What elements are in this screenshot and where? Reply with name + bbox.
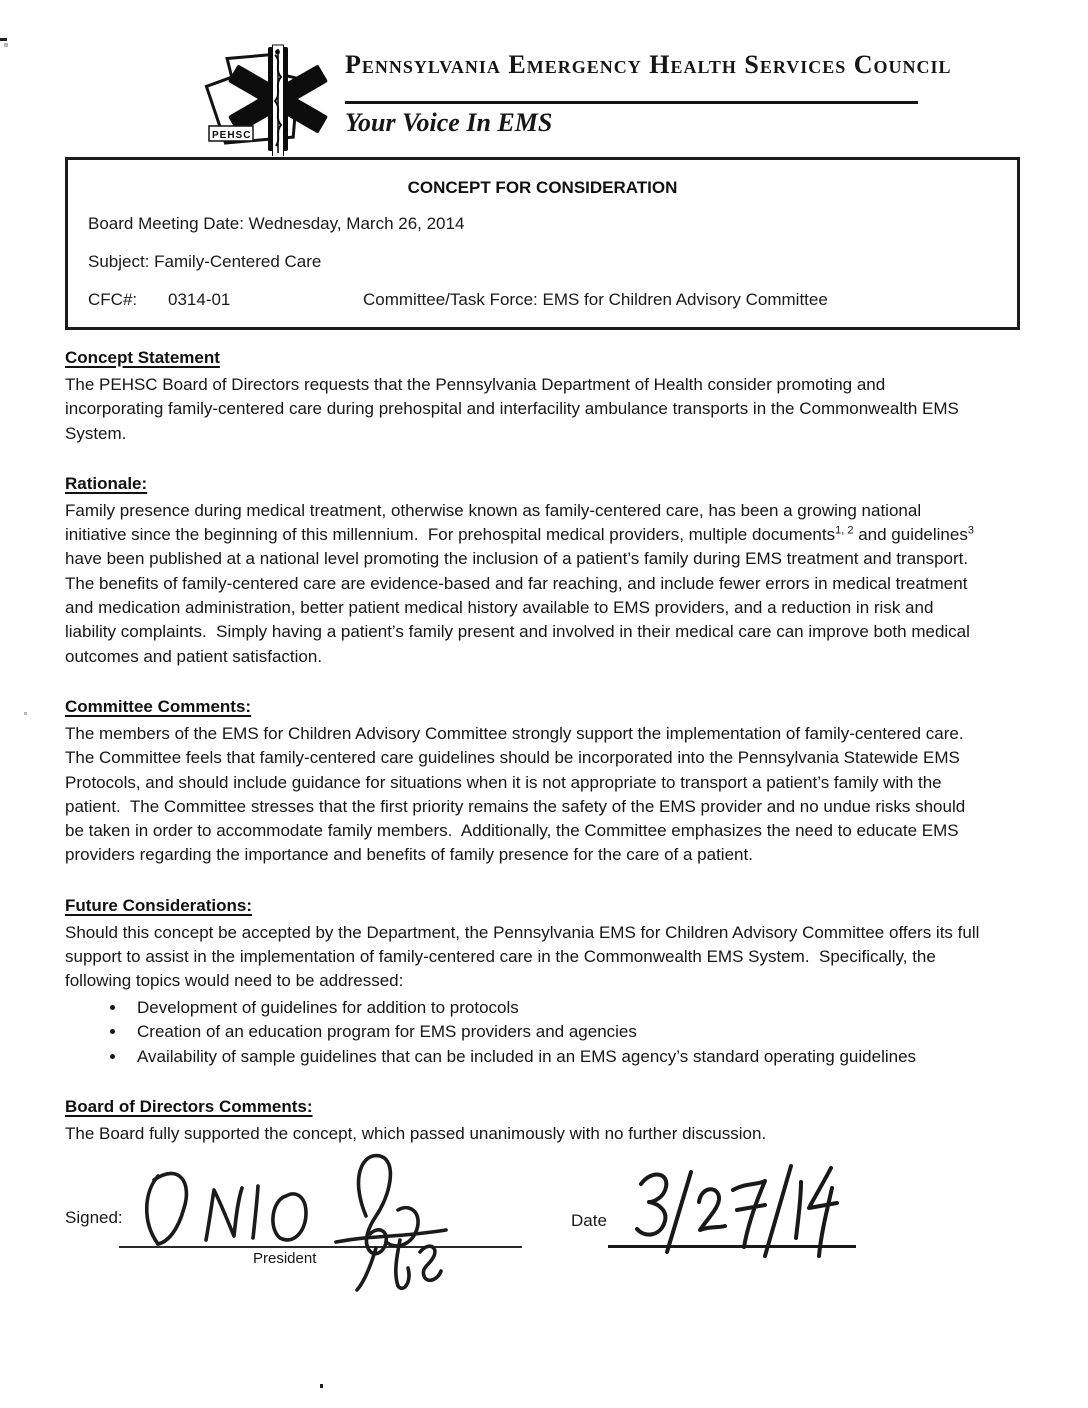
scan-artifact — [0, 38, 7, 41]
rationale-heading: Rationale: — [65, 473, 148, 493]
board-meeting-date-line: Board Meeting Date: Wednesday, March 26, 2014 — [88, 214, 465, 233]
bullet-item: • Availability of sample guidelines that can be included in an EMS agency’s standard operating guidelines — [127, 1045, 981, 1070]
cfc-number: 0314-01 — [168, 290, 231, 309]
bullet-item: • Creation of an education program for EMS providers and agencies — [127, 1020, 981, 1045]
committee-task-force: Committee/Task Force: EMS for Children Advisory Committee — [363, 290, 828, 309]
concept-info-box — [65, 157, 1020, 330]
scan-artifact — [4, 43, 8, 47]
committee-comments-body: The members of the EMS for Children Advisory Committee strongly support the implementation of family-centered care. The Committee feels that family-centered care guidelines should be incorporated into the Pennsylvania Statewide EMS Protocols, and should include guidance for situations when it is not appropriate to transport a patient’s family with the patient. The Committee stresses that the first priority remains the safety of the EMS provider and no undue risks should be taken in order to accommodate family members. Additionally, the Committee emphasizes the need to educate EMS providers regarding the importance and benefits of family presence for the care of a patient. — [65, 723, 973, 865]
pehsc-logo — [198, 42, 336, 156]
future-considerations-heading: Future Considerations: — [65, 895, 253, 915]
signer-title: President — [253, 1250, 317, 1267]
bullet-item: • Development of guidelines for addition to protocols — [127, 996, 981, 1021]
rationale-body: Family presence during medical treatment, otherwise known as family-centered care, has been a growing national initiative since the beginning of this millennium. For prehospital medical providers, multiple documents$^{1, 2}$ and guidelines$^3$ have been published at a national level promoting the inclusion of a patient’s family during EMS treatment and transport. The benefits of family-centered care are evidence-based and far reaching, and include fewer errors in medical treatment and medication administration, better patient medical history available to EMS providers, and a reduction in risk and liability complaints. Simply having a patient’s family present and involved in their medical care can improve both medical outcomes and patient satisfaction. — [65, 500, 979, 666]
concept-statement-body: The PEHSC Board of Directors requests that the Pennsylvania Department of Health consider promoting and incorporating family-centered care during prehospital and interfacility ambulance transports in the Commonwealth EMS System. — [65, 375, 964, 443]
letterhead-rule — [345, 101, 918, 104]
rod-of-asclepius-icon — [273, 45, 284, 156]
board-comments-body: The Board fully supported the concept, which passed unanimously with no further discussion. — [65, 1124, 767, 1144]
logo-text: PEHSC — [212, 130, 252, 141]
date-handwriting — [605, 1152, 860, 1272]
future-considerations-intro: Should this concept be accepted by the Department, the Pennsylvania EMS for Children Advisory Committee offers its full support to assist in the implementation of family-centered care in the Commonwealth EMS System. Specifically, the following topics would need to be addressed: — [65, 922, 985, 991]
concept-statement-heading: Concept Statement — [65, 348, 220, 367]
info-box-title: CONCEPT FOR CONSIDERATION — [407, 178, 678, 197]
footnote-reference: 1, 2 — [835, 524, 854, 537]
org-tagline: Your Voice In EMS — [345, 108, 553, 137]
cfc-line — [88, 290, 828, 310]
scan-artifact — [320, 1384, 323, 1388]
signature-handwriting — [128, 1150, 520, 1295]
scan-artifact — [24, 712, 27, 715]
letterhead — [345, 50, 952, 80]
subject-line: Subject: Family-Centered Care — [88, 252, 322, 271]
section-board-comments — [65, 1095, 981, 1146]
section-future-considerations — [65, 894, 985, 1070]
section-concept-statement — [65, 346, 981, 446]
org-name: Pennsylvania Emergency Health Services Council — [345, 50, 952, 79]
signed-label: Signed: — [65, 1208, 123, 1227]
document-body — [65, 346, 985, 1173]
section-rationale — [65, 472, 981, 669]
cfc-label: CFC#: — [88, 290, 138, 309]
board-comments-heading: Board of Directors Comments: — [65, 1097, 313, 1117]
footnote-reference: 3 — [967, 524, 974, 537]
date-label: Date — [571, 1211, 607, 1230]
committee-comments-heading: Committee Comments: — [65, 696, 252, 716]
section-committee-comments — [65, 695, 981, 868]
future-considerations-bullets — [65, 996, 981, 1070]
